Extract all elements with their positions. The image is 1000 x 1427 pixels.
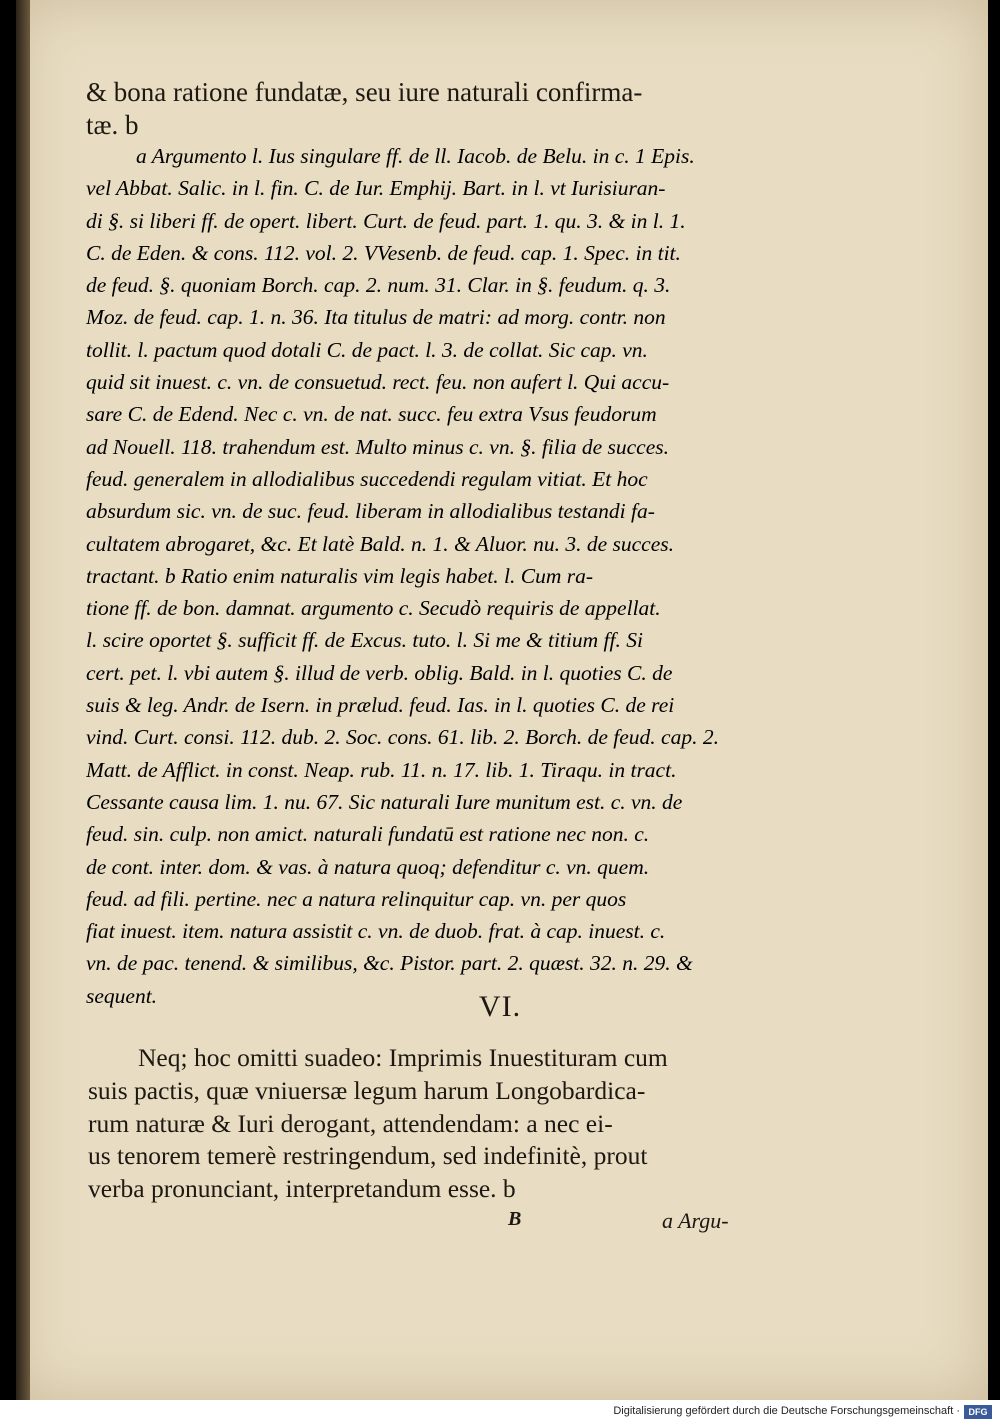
footnote-line: vel Abbat. Salic. in l. fin. C. de Iur. Emphij. Bart. in l. vt Iurisiuran-	[86, 176, 666, 201]
paragraph-line: verba pronunciant, interpretandum esse. b	[88, 1174, 516, 1204]
footnote-line: feud. generalem in allodialibus succedendi regulam vitiat. Et hoc	[86, 466, 648, 491]
footnote-line: vn. de pac. tenend. & similibus, &c. Pistor. part. 2. quæst. 32. n. 29. &	[86, 951, 693, 976]
text-line: tæ. b	[86, 109, 139, 140]
footnote-line: fiat inuest. item. natura assistit c. vn. de duob. frat. à cap. inuest. c.	[86, 919, 666, 944]
footnote-line: feud. ad fili. pertine. nec a natura relinquitur cap. vn. per quos	[86, 886, 627, 911]
digitization-footer	[0, 1400, 1000, 1427]
footnote-line: Cessante causa lim. 1. nu. 67. Sic naturali Iure munitum est. c. vn. de	[86, 789, 683, 814]
footnote-line: sequent.	[86, 983, 158, 1008]
footnote-line: suis & leg. Andr. de Isern. in prælud. feud. Ias. in l. quoties C. de rei	[86, 693, 675, 718]
text-line: & bona ratione fundatæ, seu iure naturali confirma-	[86, 77, 643, 107]
signature-mark: B	[508, 1208, 522, 1230]
intro-text	[86, 76, 766, 141]
footnote-line: ad Nouell. 118. trahendum est. Multo minus c. vn. §. filia de succes.	[86, 434, 670, 459]
footnote-line: vind. Curt. consi. 112. dub. 2. Soc. cons. 61. lib. 2. Borch. de feud. cap. 2.	[86, 725, 719, 750]
footnote-line: feud. sin. culp. non amict. naturali fundatū est ratione nec non. c.	[86, 822, 650, 847]
footnote-line: sare C. de Edend. Nec c. vn. de nat. succ. feu extra Vsus feudorum	[86, 402, 657, 427]
footnote-line: a Argumento l. Ius singulare ff. de ll. Iacob. de Belu. in c. 1 Epis.	[136, 144, 695, 168]
page-binding-edge	[16, 0, 30, 1400]
paragraph-line: rum naturæ & Iuri derogant, attendendam: a nec ei-	[88, 1108, 613, 1138]
footnote-line: tione ff. de bon. damnat. argumento c. Secudò requiris de appellat.	[86, 596, 661, 621]
footnote-line: tractant. b Ratio enim naturalis vim legis habet. l. Cum ra-	[86, 563, 594, 588]
footnote-line: l. scire oportet §. sufficit ff. de Excus. tuto. l. Si me & titium ff. Si	[86, 628, 643, 653]
footnote-line: de feud. §. quoniam Borch. cap. 2. num. 31. Clar. in §. feudum. q. 3.	[86, 273, 671, 298]
footnote-line: cultatem abrogaret, &c. Et latè Bald. n. 1. & Aluor. nu. 3. de succes.	[86, 531, 674, 556]
footnote-line: tollit. l. pactum quod dotali C. de pact. l. 3. de collat. Sic cap. vn.	[86, 337, 648, 362]
paragraph-line: Neq; hoc omitti suadeo: Imprimis Inuestituram cum	[138, 1043, 668, 1072]
footnote-line: cert. pet. l. vbi autem §. illud de verb. oblig. Bald. in l. quoties C. de	[86, 660, 673, 685]
paragraph-line: suis pactis, quæ vniuersæ legum harum Longobardica-	[88, 1075, 646, 1105]
footnote-block	[86, 140, 766, 1012]
footnote-line: di §. si liberi ff. de opert. libert. Curt. de feud. part. 1. qu. 3. & in l. 1.	[86, 208, 686, 233]
footnote-line: de cont. inter. dom. & vas. à natura quoq; defenditur c. vn. quem.	[86, 854, 650, 879]
section-heading: VI.	[478, 990, 522, 1023]
footnote-line: absurdum sic. vn. de suc. feud. liberam in allodialibus testandi fa-	[86, 499, 655, 524]
body-paragraph	[88, 1042, 768, 1206]
footer-credit: Digitalisierung gefördert durch die Deutsche Forschungsgemeinschaft ·	[613, 1405, 960, 1417]
footnote-line: C. de Eden. & cons. 112. vol. 2. VVesenb. de feud. cap. 1. Spec. in tit.	[86, 240, 681, 265]
footnote-line: quid sit inuest. c. vn. de consuetud. rect. feu. non aufert l. Qui accu-	[86, 370, 670, 395]
catchword: a Argu-	[662, 1208, 729, 1233]
footnote-line: Moz. de feud. cap. 1. n. 36. Ita titulus de matri: ad morg. contr. non	[86, 305, 666, 330]
paragraph-line: us tenorem temerè restringendum, sed indefinitè, prout	[88, 1141, 648, 1171]
footnote-line: Matt. de Afflict. in const. Neap. rub. 11. n. 17. lib. 1. Tiraqu. in tract.	[86, 757, 677, 782]
dfg-logo-icon: DFG	[964, 1405, 992, 1419]
